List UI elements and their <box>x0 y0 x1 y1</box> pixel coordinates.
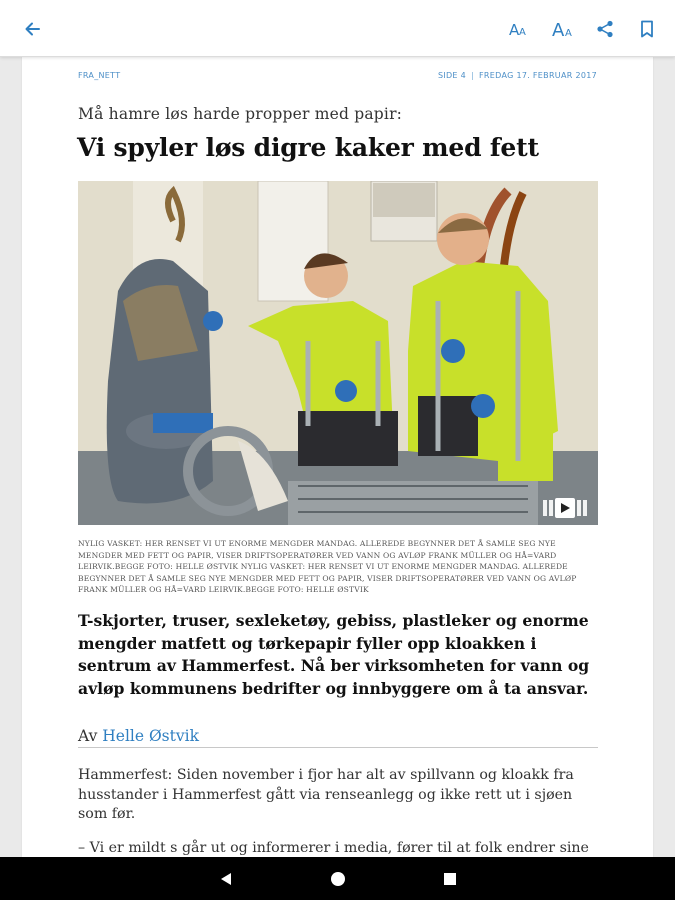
app-toolbar <box>0 0 675 57</box>
body-paragraph: – Vi er mildt s går ut og informerer i media, fører til at folk endrer sine <box>78 840 589 856</box>
svg-text:A: A <box>509 21 520 37</box>
byline-prefix: Av <box>78 727 98 745</box>
nav-back-triangle-icon[interactable] <box>204 857 247 900</box>
system-navigation-bar <box>0 857 675 900</box>
article-page <box>22 57 653 857</box>
page-date-info: SIDE 4 | FREDAG 17. FEBRUAR 2017 <box>437 71 597 80</box>
article-photo[interactable] <box>78 181 598 525</box>
nav-home-circle-icon[interactable] <box>316 857 359 900</box>
video-play-icon[interactable] <box>543 497 587 519</box>
publish-date: FREDAG 17. FEBRUAR 2017 <box>479 71 597 80</box>
page-number: SIDE 4 <box>437 71 467 80</box>
author-link[interactable]: Helle Østvik <box>102 727 199 745</box>
article-headline: Vi spyler løs digre kaker med fett <box>77 133 539 162</box>
font-size-decrease-icon[interactable] <box>505 14 535 44</box>
font-size-increase-icon[interactable] <box>549 14 579 44</box>
article-kicker: Må hamre løs harde propper med papir: <box>78 105 403 123</box>
arrow-left-icon[interactable] <box>17 14 47 44</box>
body-paragraph: Hammerfest: Siden november i fjor har alt av spillvann og kloakk fra husstander i Hammerfest gått via renseanlegg og ikke rett ut i sjøen som før. <box>78 767 574 823</box>
svg-text:A: A <box>519 27 526 37</box>
svg-text:A: A <box>565 28 572 38</box>
bookmark-icon[interactable] <box>632 14 662 44</box>
byline <box>78 727 598 748</box>
article-lead: T-skjorter, truser, sexleketøy, gebiss, plastleker og enorme mengder matfett og tørkepapir fyller opp kloakken i sentrum av Hammerfest. Nå ber virksomheten for vann og avløp kommunens bedrifter og innbyggere om å ta ansvar. <box>78 611 590 698</box>
svg-text:A: A <box>552 20 565 38</box>
section-label: FRA_NETT <box>78 71 121 80</box>
share-icon[interactable] <box>590 14 620 44</box>
photo-caption: NYLIG VASKET: HER RENSET VI UT ENORME MENGDER MANDAG. ALLEREDE BEGYNNER DET Å SAMLE SEG NYE MENGDER MED FETT OG PAPIR, VISER DRIFTSOPERATØRER VED VANN OG AVLØP FRANK MÜLLER OG HÅ=VARD LEIRVIK.BEGGE FOTO: HELLE ØSTVIK NYLIG VASKET: HER RENSET VI UT ENORME MENGDER MANDAG. ALLEREDE BEGYNNER DET Å SAMLE SEG NYE MENGDER MED FETT OG PAPIR, VISER DRIFTSOPERATØRER VED VANN OG AVLØP FRANK MÜLLER OG HÅ=VARD LEIRVIK.BEGGE FOTO: HELLE ØSTVIK <box>78 539 577 595</box>
nav-recents-square-icon[interactable] <box>428 857 471 900</box>
